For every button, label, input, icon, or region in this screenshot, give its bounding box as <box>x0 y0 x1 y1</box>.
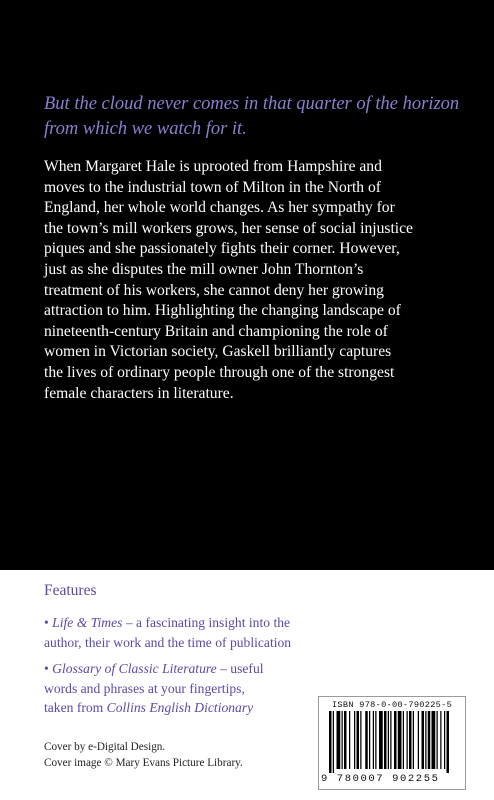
barcode-bars-icon <box>329 711 457 773</box>
feature-item-life-and-times <box>44 613 344 652</box>
bullet: • <box>44 661 53 676</box>
feature-text: words and phrases at your fingertips, <box>44 680 245 696</box>
blurb-line: just as she disputes the mill owner John Thornton’s <box>44 260 364 278</box>
blurb-line: When Margaret Hale is uprooted from Hampshire and <box>44 158 382 175</box>
blurb-line: nineteenth-century Britain and championing the role of <box>44 322 388 340</box>
blurb-line: women in Victorian society, Gaskell brilliantly captures <box>44 343 392 361</box>
feature-item-glossary <box>44 659 294 718</box>
features-heading: Features <box>44 582 97 599</box>
blurb-line: female characters in literature. <box>44 384 234 402</box>
blurb-line: piques and she passionately fights their corner. However, <box>44 240 400 258</box>
credit-image: Cover image © Mary Evans Picture Library. <box>44 756 243 769</box>
book-blurb <box>44 157 464 404</box>
bullet: • <box>44 615 53 630</box>
feature-text: taken from <box>44 700 107 715</box>
isbn-barcode <box>318 696 466 790</box>
blurb-line: the lives of ordinary people through one of the strongest <box>44 363 395 381</box>
feature-text: – useful <box>216 661 264 676</box>
credit-design: Cover by e-Digital Design. <box>44 741 166 753</box>
barcode-digits: 9 780007 902255 <box>321 773 440 785</box>
epigraph-quote: But the cloud never comes in that quarter of the horizon from which we watch for it. <box>44 94 460 139</box>
feature-title: Life & Times <box>52 615 123 630</box>
feature-title: Collins English Dictionary <box>106 700 254 715</box>
cover-credits <box>44 740 243 771</box>
blurb-line: England, her whole world changes. As her sympathy for <box>44 199 395 217</box>
feature-text: author, their work and the time of publication <box>44 634 292 650</box>
back-cover-light-panel <box>0 570 494 800</box>
feature-text: – a fascinating insight into the <box>122 615 291 630</box>
blurb-line: treatment of his workers, she cannot deny her growing <box>44 281 384 299</box>
isbn-label: ISBN 978-0-00-790225-5 <box>331 700 453 710</box>
feature-title: Glossary of Classic Literature <box>52 661 217 676</box>
blurb-line: attraction to him. Highlighting the changing landscape of <box>44 302 401 320</box>
blurb-line: the town’s mill workers grows, her sense of social injustice <box>44 219 413 237</box>
blurb-line: moves to the industrial town of Milton in the North of <box>44 178 381 196</box>
